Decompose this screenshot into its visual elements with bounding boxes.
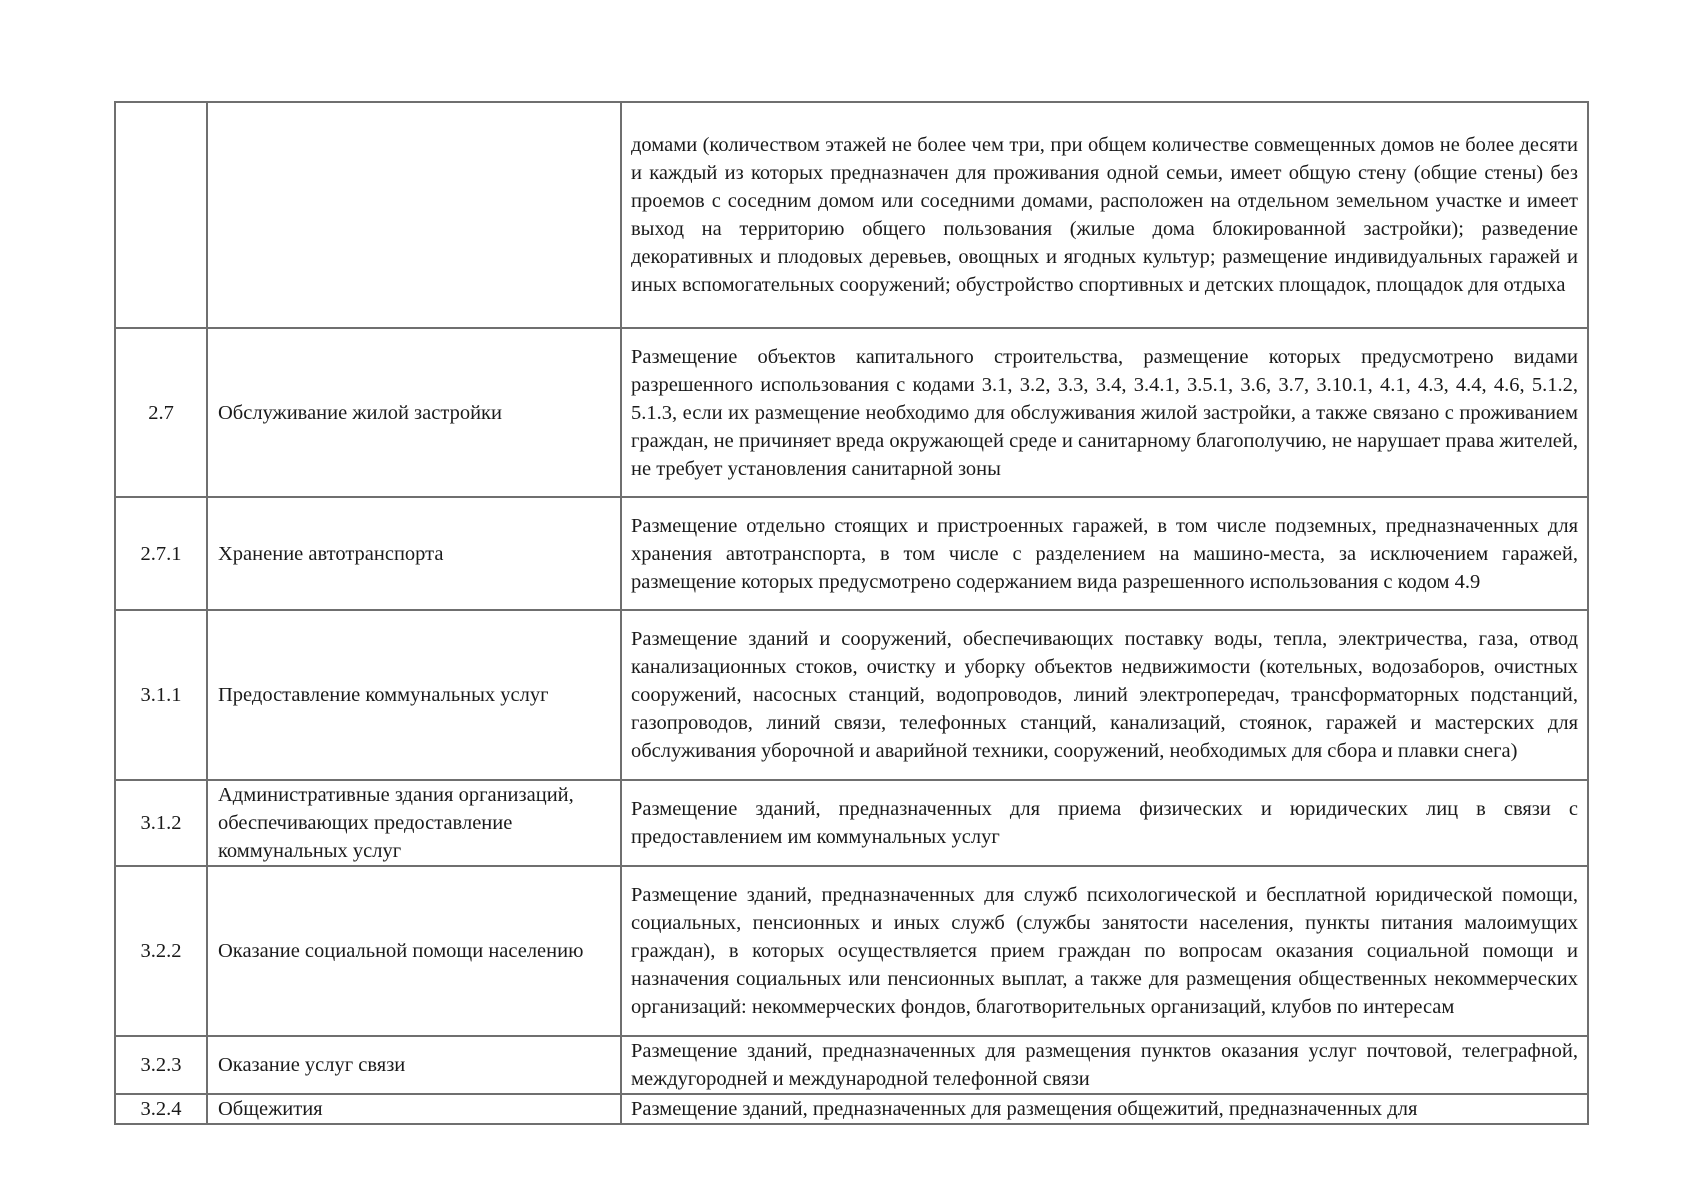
row-description: Размещение зданий, предназначенных для размещения пунктов оказания услуг почтовой, телеграфной, междугородней и международной телефонной связи [621, 1036, 1588, 1094]
row-description: Размещение зданий, предназначенных для служб психологической и бесплатной юридической помощи, социальных, пенсионных и иных служб (службы занятости населения, пункты питания малоимущих граждан), в которых осуществляется прием граждан по вопросам оказания социальной помощи и назначения социальных или пенсионных выплат, а также для размещения общественных некоммерческих организаций: некоммерческих фондов, благотворительных организаций, клубов по интересам [621, 866, 1588, 1036]
row-code: 3.2.2 [115, 866, 207, 1036]
row-name: Обслуживание жилой застройки [207, 328, 621, 497]
row-name: Оказание социальной помощи населению [207, 866, 621, 1036]
row-name [207, 102, 621, 328]
table-row [115, 780, 1588, 866]
row-description: Размещение зданий, предназначенных для приема физических и юридических лиц в связи с предоставлением им коммунальных услуг [621, 780, 1588, 866]
row-name: Оказание услуг связи [207, 1036, 621, 1094]
row-code: 2.7 [115, 328, 207, 497]
row-name: Хранение автотранспорта [207, 497, 621, 610]
table-row [115, 102, 1588, 328]
row-code [115, 102, 207, 328]
row-code: 3.2.4 [115, 1094, 207, 1124]
row-description: Размещение зданий, предназначенных для размещения общежитий, предназначенных для [621, 1094, 1588, 1124]
land-use-table [114, 101, 1589, 1125]
table-row [115, 328, 1588, 497]
row-description: Размещение зданий и сооружений, обеспечивающих поставку воды, тепла, электричества, газа, отвод канализационных стоков, очистку и уборку объектов недвижимости (котельных, водозаборов, очистных сооружений, насосных станций, водопроводов, линий электропередач, трансформаторных подстанций, газопроводов, линий связи, телефонных станций, канализаций, стоянок, гаражей и мастерских для обслуживания уборочной и аварийной техники, сооружений, необходимых для сбора и плавки снега) [621, 610, 1588, 780]
row-description: Размещение объектов капитального строительства, размещение которых предусмотрено видами разрешенного использования с кодами 3.1, 3.2, 3.3, 3.4, 3.4.1, 3.5.1, 3.6, 3.7, 3.10.1, 4.1, 4.3, 4.4, 4.6, 5.1.2, 5.1.3, если их размещение необходимо для обслуживания жилой застройки, а также связано с проживанием граждан, не причиняет вреда окружающей среде и санитарному благополучию, не нарушает права жителей, не требует установления санитарной зоны [621, 328, 1588, 497]
table-row [115, 866, 1588, 1036]
row-description: домами (количеством этажей не более чем три, при общем количестве совмещенных домов не более десяти и каждый из которых предназначен для проживания одной семьи, имеет общую стену (общие стены) без проемов с соседним домом или соседними домами, расположен на отдельном земельном участке и имеет выход на территорию общего пользования (жилые дома блокированной застройки); разведение декоративных и плодовых деревьев, овощных и ягодных культур; размещение индивидуальных гаражей и иных вспомогательных сооружений; обустройство спортивных и детских площадок, площадок для отдыха [621, 102, 1588, 328]
table-row [115, 610, 1588, 780]
row-code: 3.1.2 [115, 780, 207, 866]
row-code: 3.1.1 [115, 610, 207, 780]
row-name: Общежития [207, 1094, 621, 1124]
table-row [115, 1094, 1588, 1124]
row-name: Административные здания организаций, обеспечивающих предоставление коммунальных услуг [207, 780, 621, 866]
table-row [115, 497, 1588, 610]
row-code: 3.2.3 [115, 1036, 207, 1094]
row-description: Размещение отдельно стоящих и пристроенных гаражей, в том числе подземных, предназначенных для хранения автотранспорта, в том числе с разделением на машино-места, за исключением гаражей, размещение которых предусмотрено содержанием вида разрешенного использования с кодом 4.9 [621, 497, 1588, 610]
table-row [115, 1036, 1588, 1094]
row-name: Предоставление коммунальных услуг [207, 610, 621, 780]
row-code: 2.7.1 [115, 497, 207, 610]
